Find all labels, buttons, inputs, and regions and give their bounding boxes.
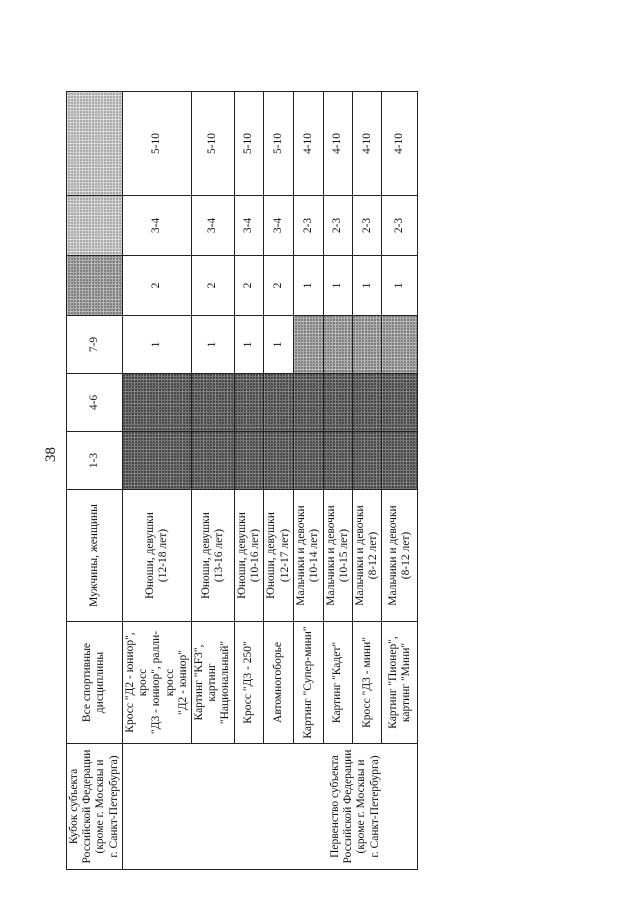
- shaded-cell: [191, 374, 234, 432]
- value-cell: 3-4: [122, 196, 191, 256]
- discipline-cell: Автомногоборье: [264, 622, 294, 744]
- competition-cell: [122, 744, 293, 870]
- value-cell: 1: [264, 316, 294, 374]
- header-shaded-cell: [67, 196, 123, 256]
- gender-cell: Мальчики и девочки (10-15 лет): [323, 490, 352, 622]
- value-cell: 5-10: [122, 92, 191, 196]
- value-cell: 5-10: [234, 92, 263, 196]
- shaded-cell: [294, 316, 323, 374]
- page-number: 38: [43, 447, 59, 462]
- gender-cell: Мальчики и девочки (8-12 лет): [352, 490, 381, 622]
- discipline-cell: Кросс "Д3 - мини": [352, 622, 381, 744]
- value-cell: 2-3: [294, 196, 323, 256]
- table-row: [122, 92, 191, 870]
- gender-cell: Юноши, девушки (10-16 лет): [234, 490, 263, 622]
- header-col-1-3: 1-3: [67, 432, 123, 490]
- shaded-cell: [294, 374, 323, 432]
- value-cell: 2: [191, 256, 234, 316]
- shaded-cell: [191, 432, 234, 490]
- rotated-table: [66, 92, 412, 870]
- discipline-cell: Картинг "Кадет": [323, 622, 352, 744]
- discipline-cell: Картинг "Пионер", картинг "Мини": [382, 622, 418, 744]
- shaded-cell: [352, 432, 381, 490]
- ranking-table: [66, 91, 418, 870]
- shaded-cell: [234, 432, 263, 490]
- shaded-cell: [264, 432, 294, 490]
- shaded-cell: [352, 316, 381, 374]
- shaded-cell: [382, 432, 418, 490]
- shaded-cell: [352, 374, 381, 432]
- value-cell: 1: [191, 316, 234, 374]
- value-cell: 3-4: [264, 196, 294, 256]
- shaded-cell: [122, 374, 191, 432]
- value-cell: 1: [382, 256, 418, 316]
- header-col-4-6: 4-6: [67, 374, 123, 432]
- header-shaded-cell: [67, 92, 123, 196]
- shaded-cell: [294, 432, 323, 490]
- value-cell: 5-10: [191, 92, 234, 196]
- value-cell: 2: [234, 256, 263, 316]
- discipline-cell: Картинг "Супер-мини": [294, 622, 323, 744]
- shaded-cell: [382, 316, 418, 374]
- header-disciplines: Все спортивные дисциплины: [67, 622, 123, 744]
- shaded-cell: [382, 374, 418, 432]
- shaded-cell: [323, 374, 352, 432]
- shaded-cell: [122, 432, 191, 490]
- discipline-cell: Картинг "KF3", картинг "Национальный": [191, 622, 234, 744]
- value-cell: 5-10: [264, 92, 294, 196]
- header-competition: Кубок субъекта Российской Федерации (кроме г. Москвы и г. Санкт-Петербурга): [67, 744, 123, 870]
- value-cell: 3-4: [234, 196, 263, 256]
- value-cell: 1: [352, 256, 381, 316]
- value-cell: 1: [234, 316, 263, 374]
- shaded-cell: [234, 374, 263, 432]
- value-cell: 3-4: [191, 196, 234, 256]
- value-cell: 1: [122, 316, 191, 374]
- header-shaded-cell: [67, 256, 123, 316]
- value-cell: 1: [323, 256, 352, 316]
- shaded-cell: [323, 432, 352, 490]
- table-row: [294, 92, 323, 870]
- gender-cell: Юноши, девушки (12-17 лет): [264, 490, 294, 622]
- value-cell: 4-10: [323, 92, 352, 196]
- discipline-cell: Кросс "Д2 - юниор", кросс "Д3 - юниор", ралли-кросс "Д2 - юниор": [122, 622, 191, 744]
- value-cell: 2: [264, 256, 294, 316]
- header-gender: Мужчины, женщины: [67, 490, 123, 622]
- shaded-cell: [264, 374, 294, 432]
- discipline-cell: Кросс "Д3 - 250": [234, 622, 263, 744]
- table-container: [66, 92, 412, 870]
- value-cell: 2-3: [382, 196, 418, 256]
- value-cell: 4-10: [382, 92, 418, 196]
- competition-cell-2: Первенство субъекта Российской Федерации (кроме г. Москвы и г. Санкт-Петербурга): [294, 744, 418, 870]
- value-cell: 4-10: [352, 92, 381, 196]
- value-cell: 1: [294, 256, 323, 316]
- value-cell: 2: [122, 256, 191, 316]
- gender-cell: Юноши, девушки (13-16 лет): [191, 490, 234, 622]
- gender-cell: Мальчики и девочки (8-12 лет): [382, 490, 418, 622]
- value-cell: 2-3: [352, 196, 381, 256]
- value-cell: 2-3: [323, 196, 352, 256]
- gender-cell: Мальчики и девочки (10-14 лет): [294, 490, 323, 622]
- header-row: [67, 92, 123, 870]
- header-col-7-9: 7-9: [67, 316, 123, 374]
- shaded-cell: [323, 316, 352, 374]
- value-cell: 4-10: [294, 92, 323, 196]
- gender-cell: Юноши, девушки (12-18 лет): [122, 490, 191, 622]
